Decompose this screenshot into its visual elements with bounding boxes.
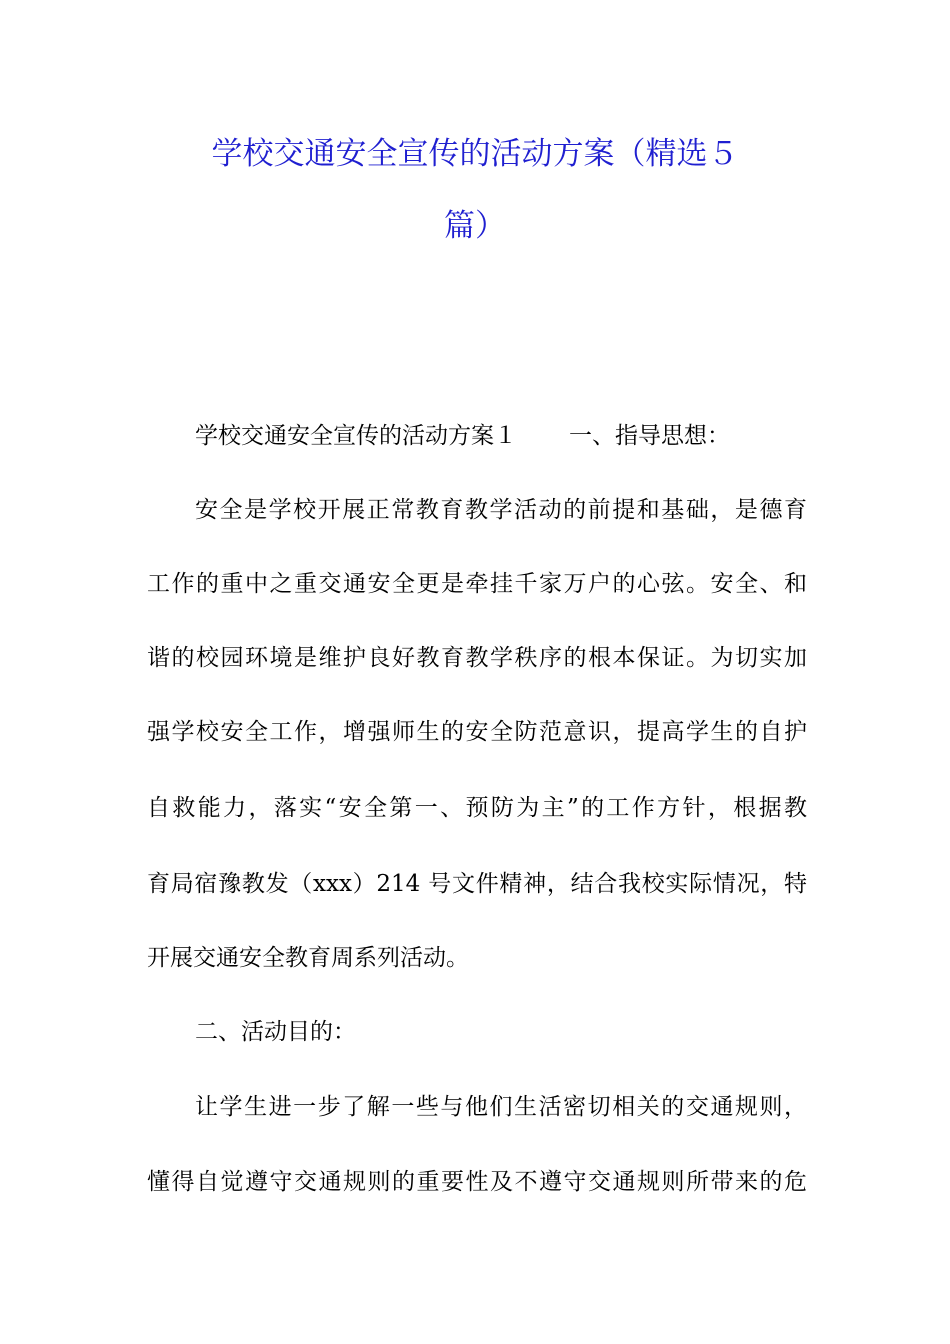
document-title-line-2: 篇） bbox=[444, 208, 506, 244]
document-title-line-1: 学校交通安全宣传的活动方案（精选５ bbox=[211, 136, 739, 172]
paragraph-line: 开展交通安全教育周系列活动。 bbox=[147, 945, 469, 971]
paragraph-line: 强学校安全工作，增强师生的安全防范意识，提高学生的自护 bbox=[147, 719, 807, 745]
paragraph-line: 自救能力，落实“安全第一、预防为主”的工作方针，根据教 bbox=[147, 795, 807, 821]
paragraph-line: 懂得自觉遵守交通规则的重要性及不遵守交通规则所带来的危 bbox=[147, 1169, 807, 1195]
paragraph-line: 育局宿豫教发（xxx）214 号文件精神，结合我校实际情况，特 bbox=[147, 871, 807, 897]
plan-number-heading: 学校交通安全宣传的活动方案１ bbox=[195, 423, 517, 449]
paragraph-line: 安全是学校开展正常教育教学活动的前提和基础，是德育 bbox=[195, 497, 807, 523]
paragraph-line: 工作的重中之重交通安全更是牵挂千家万户的心弦。安全、和 bbox=[147, 571, 807, 597]
paragraph-line: 让学生进一步了解一些与他们生活密切相关的交通规则， bbox=[195, 1094, 807, 1120]
section-heading-guiding-ideology: 一、指导思想： bbox=[569, 423, 730, 449]
paragraph-line: 谐的校园环境是维护良好教育教学秩序的根本保证。为切实加 bbox=[147, 645, 807, 671]
section-heading-line bbox=[195, 421, 807, 451]
section-heading-activity-purpose: 二、活动目的： bbox=[195, 1019, 356, 1045]
